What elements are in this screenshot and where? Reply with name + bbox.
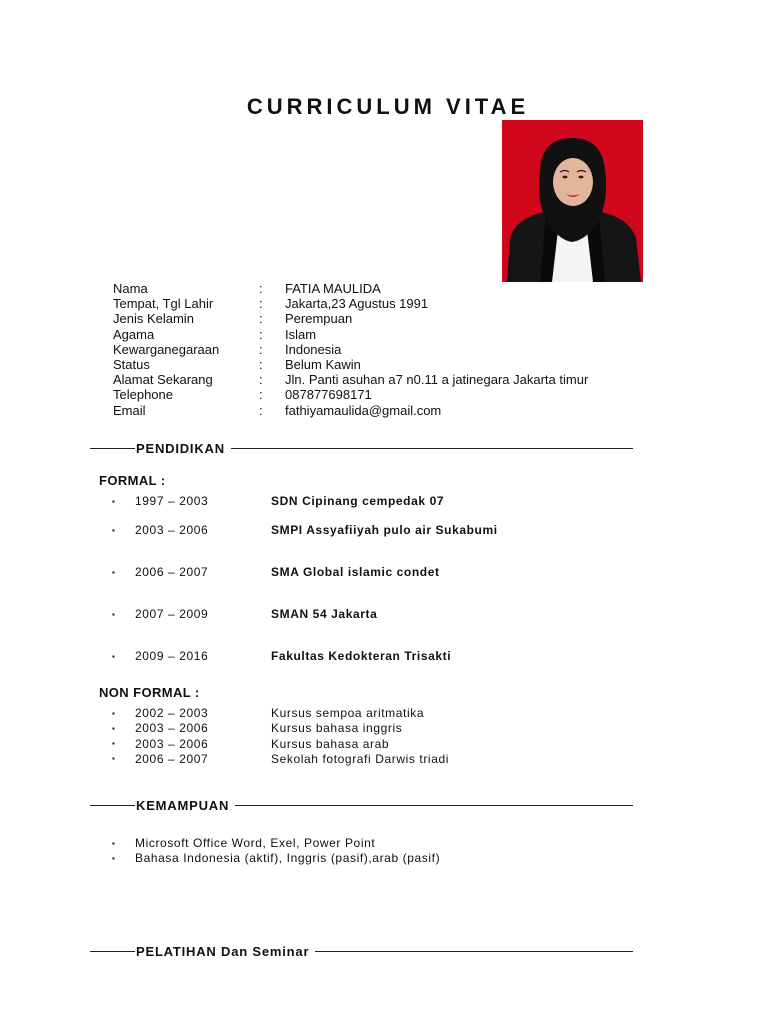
education-school: SMAN 54 Jakarta	[271, 607, 378, 621]
divider-line	[235, 805, 633, 806]
bullet-icon: ▪	[112, 754, 116, 764]
info-row	[113, 357, 588, 372]
info-row	[113, 327, 588, 342]
section-heading: PENDIDIKAN	[136, 440, 225, 456]
info-row	[113, 281, 588, 296]
info-value: Perempuan	[285, 311, 353, 327]
education-years: 2006 – 2007	[135, 565, 209, 579]
bullet-icon: ▪	[112, 708, 116, 718]
bullet-icon: ▪	[112, 739, 116, 749]
info-label: Kewarganegaraan	[113, 341, 220, 357]
info-label: Alamat Sekarang	[113, 372, 213, 388]
bullet-icon: ▪	[112, 496, 116, 506]
formal-heading: FORMAL :	[99, 473, 166, 488]
bullet-icon: ▪	[112, 609, 116, 619]
bullet-icon: ▪	[112, 651, 116, 661]
course-name: Kursus sempoa aritmatika	[271, 706, 425, 720]
divider-line	[90, 805, 135, 806]
section-pendidikan	[90, 440, 633, 456]
info-row	[113, 296, 588, 311]
skill-text: Microsoft Office Word, Exel, Power Point	[135, 836, 376, 850]
course-years: 2002 – 2003	[135, 706, 209, 720]
divider-line	[90, 951, 135, 952]
info-value: fathiyamaulida@gmail.com	[285, 402, 442, 418]
info-value: Belum Kawin	[285, 357, 361, 373]
course-item	[112, 752, 449, 766]
info-label: Nama	[113, 281, 148, 296]
info-row	[113, 403, 588, 418]
bullet-icon: ▪	[112, 853, 116, 863]
divider-line	[231, 448, 633, 449]
personal-info	[113, 281, 588, 418]
course-years: 2003 – 2006	[135, 721, 209, 736]
info-colon: :	[259, 326, 263, 342]
education-years: 2007 – 2009	[135, 607, 209, 621]
info-colon: :	[259, 311, 263, 327]
info-value: 087877698171	[285, 387, 372, 403]
education-school: Fakultas Kedokteran Trisakti	[271, 649, 452, 663]
info-value: Islam	[285, 326, 317, 342]
info-row	[113, 372, 588, 387]
bullet-icon: ▪	[112, 723, 116, 733]
info-row	[113, 342, 588, 357]
info-colon: :	[259, 357, 263, 373]
course-name: Sekolah fotografi Darwis triadi	[271, 751, 450, 766]
section-kemampuan	[90, 797, 633, 813]
info-colon: :	[259, 296, 263, 312]
info-colon: :	[259, 387, 263, 403]
info-value: FATIA MAULIDA	[285, 281, 381, 296]
info-label: Telephone	[113, 387, 173, 403]
course-name: Kursus bahasa inggris	[271, 721, 403, 736]
nonformal-heading: NON FORMAL :	[99, 685, 200, 700]
info-label: Status	[113, 357, 150, 373]
skill-item	[112, 851, 440, 865]
course-item	[112, 706, 424, 720]
skill-text: Bahasa Indonesia (aktif), Inggris (pasif),arab (pasif)	[135, 851, 441, 866]
info-colon: :	[259, 402, 263, 418]
skill-item	[112, 836, 375, 850]
bullet-icon: ▪	[112, 838, 116, 848]
info-value: Jakarta,23 Agustus 1991	[285, 296, 429, 312]
info-value: Jln. Panti asuhan a7 n0.11 a jatinegara Jakarta timur	[285, 372, 589, 388]
info-value: Indonesia	[285, 341, 342, 357]
bullet-icon: ▪	[112, 567, 116, 577]
bullet-icon: ▪	[112, 525, 116, 535]
course-years: 2006 – 2007	[135, 751, 209, 766]
course-years: 2003 – 2006	[135, 736, 209, 751]
info-colon: :	[259, 281, 263, 296]
education-school: SMPI Assyafiiyah pulo air Sukabumi	[271, 523, 498, 537]
education-item	[112, 607, 377, 621]
section-pelatihan	[90, 943, 633, 959]
info-label: Email	[113, 402, 146, 418]
divider-line	[315, 951, 633, 952]
education-years: 1997 – 2003	[135, 494, 209, 508]
education-item	[112, 523, 498, 537]
section-heading: PELATIHAN Dan Seminar	[136, 943, 310, 959]
course-name: Kursus bahasa arab	[271, 736, 390, 751]
education-school: SMA Global islamic condet	[271, 565, 440, 579]
divider-line	[90, 448, 135, 449]
document-title: CURRICULUM VITAE	[246, 94, 530, 119]
info-colon: :	[259, 341, 263, 357]
education-item	[112, 494, 444, 508]
education-years: 2003 – 2006	[135, 523, 209, 537]
info-label: Agama	[113, 326, 155, 342]
course-item	[112, 721, 402, 735]
profile-photo	[502, 120, 643, 282]
section-heading: KEMAMPUAN	[136, 797, 230, 813]
education-school: SDN Cipinang cempedak 07	[271, 494, 445, 508]
info-row	[113, 311, 588, 326]
info-colon: :	[259, 372, 263, 388]
info-label: Jenis Kelamin	[113, 311, 194, 327]
education-item	[112, 649, 451, 663]
education-item	[112, 565, 440, 579]
info-label: Tempat, Tgl Lahir	[113, 296, 214, 312]
education-years: 2009 – 2016	[135, 649, 209, 663]
course-item	[112, 737, 389, 751]
info-row	[113, 387, 588, 402]
